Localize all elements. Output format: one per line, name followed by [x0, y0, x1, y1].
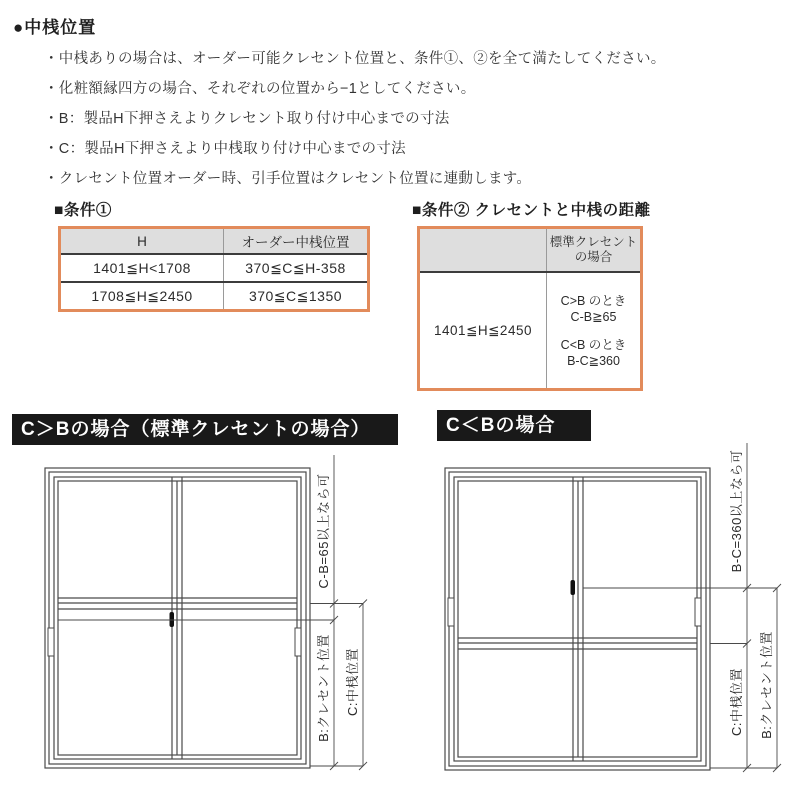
- condition2-table: [417, 226, 643, 391]
- dim-label-crescent-position: B:クレセント位置: [759, 631, 774, 739]
- window-frame: [45, 468, 310, 768]
- note-line: ・クレセント位置オーダー時、引手位置はクレセント位置に連動します。: [44, 171, 532, 187]
- page-title: ●中桟位置: [13, 18, 97, 37]
- note-line: ・中桟ありの場合は、オーダー可能クレセント位置と、条件①、②を全て満たしてください。: [44, 51, 666, 67]
- diagram-right-title: C＜Bの場合: [437, 410, 591, 441]
- pull-handle-icon: [295, 628, 301, 656]
- dim-label-b-minus-c: B-C=360以上なら可: [729, 449, 744, 573]
- dimension-lines: [583, 443, 781, 772]
- table-row: [61, 255, 367, 283]
- col-header-h: H: [137, 233, 147, 249]
- pull-handle-icon: [695, 598, 701, 626]
- col-header-order-rail-position: オーダー中桟位置: [223, 229, 367, 253]
- dim-label-rail-position: C:中桟位置: [345, 647, 360, 717]
- window-diagram-c-less-b: [428, 436, 793, 796]
- crescent-lock-icon: [571, 580, 576, 595]
- pull-handle-icon: [448, 598, 454, 626]
- col-header-empty: [420, 229, 546, 271]
- window-diagram-c-greater-b: [28, 448, 378, 796]
- condition2-title: ■条件② クレセントと中桟の距離: [412, 202, 651, 219]
- condition2-table-header-row: [420, 229, 640, 273]
- condition-line: B-C≧360: [567, 353, 620, 368]
- dim-label-c-minus-b: C-B=65以上なら可: [316, 473, 331, 589]
- cell-c-range: 370≦C≦1350: [223, 283, 367, 309]
- cell-c-range: 370≦C≦H-358: [223, 255, 367, 281]
- table-row: [420, 273, 640, 388]
- table-row: [61, 283, 367, 309]
- cell-h-range: 1401≦H≦2450: [434, 322, 532, 338]
- col-header-standard-crescent: [546, 229, 640, 271]
- note-line: ・化粧額縁四方の場合、それぞれの位置から−1としてください。: [44, 81, 476, 97]
- condition1-table: [58, 226, 370, 312]
- condition-line: C>B のとき: [560, 293, 627, 308]
- note-line: ・C：製品H下押さえより中桟取り付け中心までの寸法: [44, 141, 406, 157]
- cell-h-range: 1708≦H≦2450: [91, 287, 193, 304]
- condition-line: C<B のとき: [560, 337, 627, 352]
- condition1-title: ■条件①: [54, 202, 112, 219]
- crescent-lock-icon: [170, 612, 175, 627]
- window-frame: [445, 468, 710, 770]
- dim-label-rail-position: C:中桟位置: [729, 667, 744, 737]
- condition-line: C-B≧65: [570, 309, 617, 324]
- diagram-left-title: C＞Bの場合（標準クレセントの場合）: [12, 414, 398, 445]
- condition1-table-header-row: [61, 229, 367, 255]
- header-line: 標準クレセント: [549, 235, 638, 249]
- dim-label-crescent-position: B:クレセント位置: [316, 634, 331, 742]
- pull-handle-icon: [48, 628, 54, 656]
- cell-conditions: [546, 273, 640, 388]
- cell-h-range: 1401≦H<1708: [93, 259, 191, 276]
- header-line: の場合: [574, 250, 613, 264]
- notes-list: [44, 44, 666, 194]
- note-line: ・B：製品H下押さえよりクレセント取り付け中心までの寸法: [44, 111, 450, 127]
